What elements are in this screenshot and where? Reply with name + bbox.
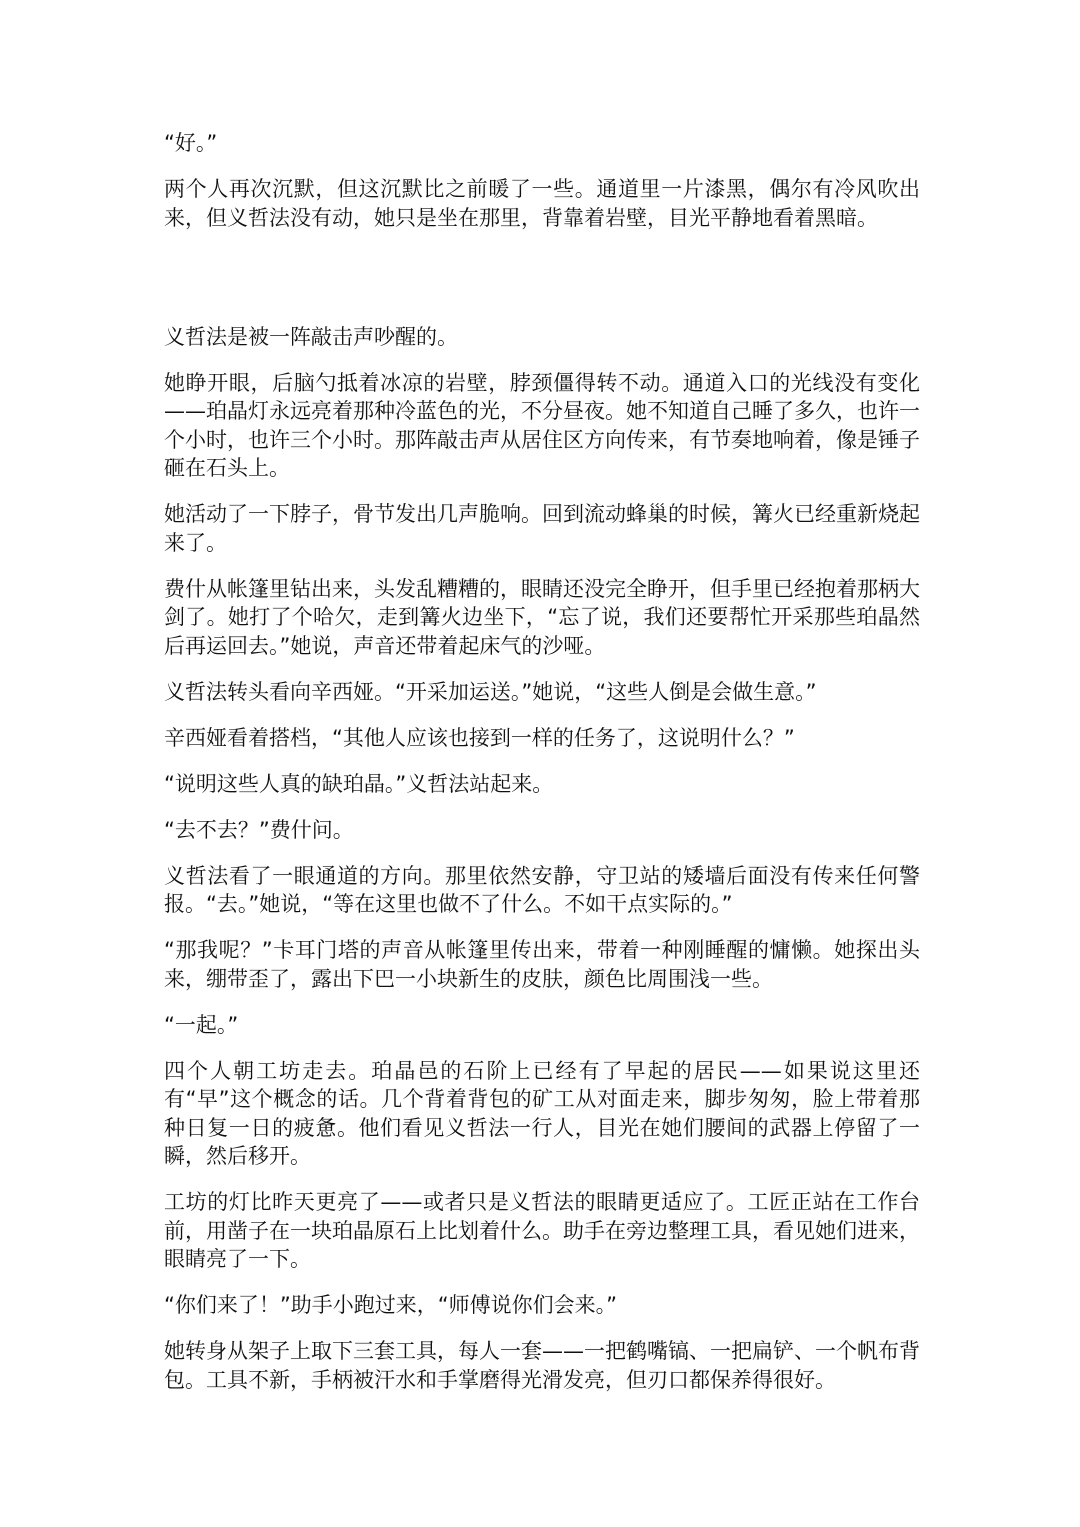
paragraph: 辛西娅看着搭档，“其他人应该也接到一样的任务了，这说明什么？” xyxy=(164,725,795,750)
paragraph: 她睁开眼，后脑勺抵着冰凉的岩壁，脖颈僵得转不动。通道入口的光线没有变化——珀晶灯永远亮着那种冷蓝色的光，不分昼夜。她不知道自己睡了多久，也许一个小时，也许三个小时。那阵敲击声从居住区方向传来，有节奏地响着，像是锤子砸在石头上。 xyxy=(164,370,920,480)
paragraph: “那我呢？”卡耳门塔的声音从帐篷里传出来，带着一种刚睡醒的慵懒。她探出头来，绷带歪了，露出下巴一小块新生的皮肤，颜色比周围浅一些。 xyxy=(164,938,920,991)
paragraph: “好。” xyxy=(164,131,218,155)
paragraph: “去不去？”费什问。 xyxy=(164,817,354,842)
paragraph: “你们来了！”助手小跑过来，“师傅说你们会来。” xyxy=(164,1293,618,1317)
paragraph: 义哲法看了一眼通道的方向。那里依然安静，守卫站的矮墙后面没有传来任何警报。“去。”她说，“等在这里也做不了什么。不如干点实际的。” xyxy=(164,863,920,916)
paragraph: 她转身从架子上取下三套工具，每人一套——一把鹤嘴镐、一把扁铲、一个帆布背包。工具不新，手柄被汗水和手掌磨得光滑发亮，但刃口都保养得很好。 xyxy=(164,1339,920,1392)
paragraph: 工坊的灯比昨天更亮了——或者只是义哲法的眼睛更适应了。工匠正站在工作台前，用凿子在一块珀晶原石上比划着什么。助手在旁边整理工具，看见她们进来，眼睛亮了一下。 xyxy=(164,1190,920,1271)
paragraph: “一起。” xyxy=(164,1012,239,1037)
paragraph: 两个人再次沉默，但这沉默比之前暖了一些。通道里一片漆黑，偶尔有冷风吹出来，但义哲法没有动，她只是坐在那里，背靠着岩壁，目光平静地看着黑暗。 xyxy=(164,177,920,230)
paragraph: 义哲法是被一阵敲击声吵醒的。 xyxy=(164,324,458,349)
section-break xyxy=(164,250,920,323)
paragraph: 义哲法转头看向辛西娅。“开采加运送。”她说，“这些人倒是会做生意。” xyxy=(164,679,817,704)
paragraph: 费什从帐篷里钻出来，头发乱糟糟的，眼睛还没完全睁开，但手里已经抱着那柄大剑了。她打了个哈欠，走到篝火边坐下，“忘了说，我们还要帮忙开采那些珀晶然后再运回去。”她说，声音还带着起床气的沙哑。 xyxy=(164,576,920,658)
paragraph: 四个人朝工坊走去。珀晶邑的石阶上已经有了早起的居民——如果说这里还有“早”这个概念的话。几个背着背包的矿工从对面走来，脚步匆匆，脸上带着那种日复一日的疲惫。他们看见义哲法一行人，目光在她们腰间的武器上停留了一瞬，然后移开。 xyxy=(164,1058,920,1168)
document-body xyxy=(164,129,920,1412)
paragraph: “说明这些人真的缺珀晶。”义哲法站起来。 xyxy=(164,771,554,796)
paragraph: 她活动了一下脖子，骨节发出几声脆响。回到流动蜂巢的时候，篝火已经重新烧起来了。 xyxy=(164,502,920,555)
